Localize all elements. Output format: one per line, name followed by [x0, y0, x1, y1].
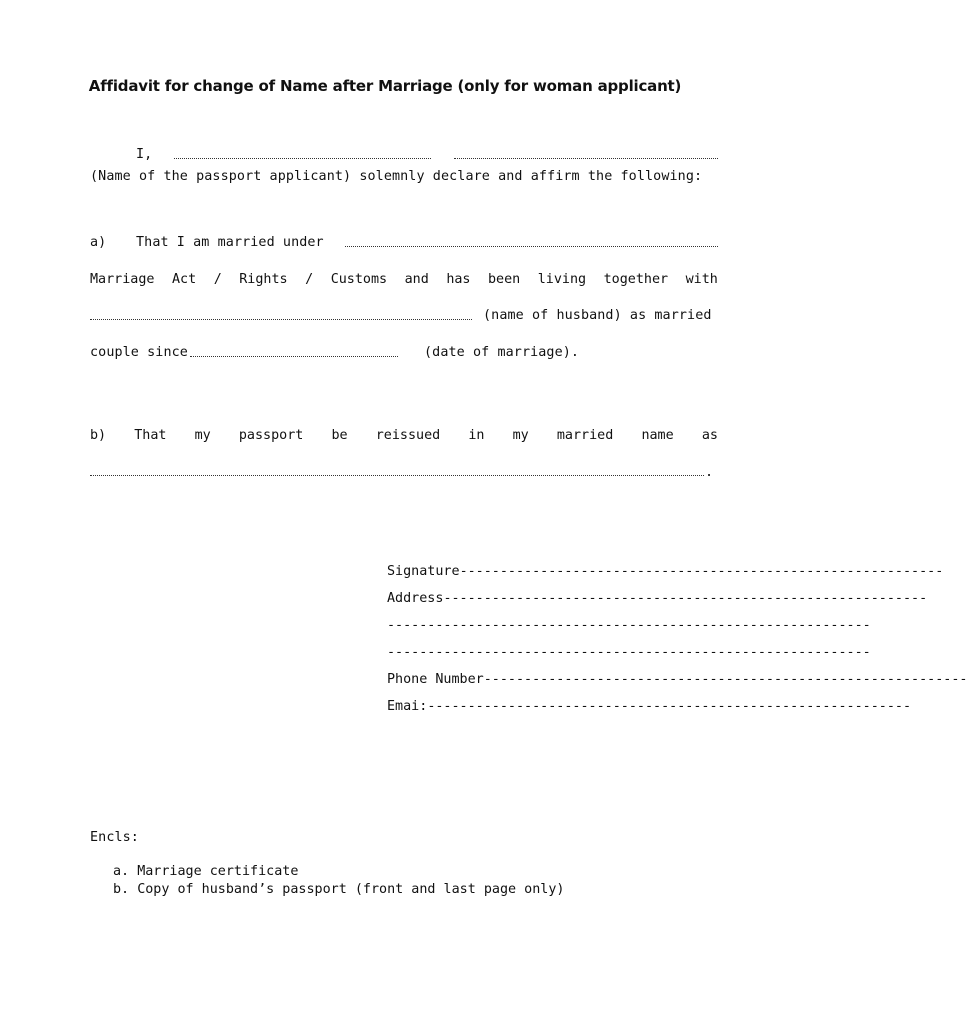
clause-b-word: passport [238, 428, 304, 443]
clause-b-word: my [194, 428, 211, 443]
list-item [113, 864, 564, 882]
clause-a-word: / [213, 272, 222, 287]
clause-b-word: my [512, 428, 529, 443]
email-row [387, 693, 912, 720]
clause-b-word: married [556, 428, 614, 443]
clause-a-word: living [537, 272, 587, 287]
clause-a-word: together [603, 272, 669, 287]
phone-blank: ------------------------------------------------------------ [483, 672, 967, 687]
phone-row [387, 666, 967, 693]
signature-block [387, 558, 967, 720]
clause-b-word: name [641, 428, 674, 443]
clause-a-word: been [488, 272, 521, 287]
enclosures-heading: Encls: [90, 830, 139, 845]
intro-declaration: (Name of the passport applicant) solemnly declare and affirm the following: [90, 169, 703, 184]
email-blank: ------------------------------------------------------------ [427, 699, 912, 714]
list-item [113, 882, 564, 900]
email-label: Emai: [387, 699, 428, 714]
clause-b-word: be [331, 428, 348, 443]
clause-a-word: Rights [239, 272, 288, 287]
clause-a-line2 [90, 272, 718, 287]
signature-row [387, 558, 944, 585]
address-blank: ------------------------------------------------------------ [387, 618, 871, 633]
applicant-last-name-blank [454, 158, 718, 159]
clause-a-line3-text: (name of husband) as married [483, 308, 712, 323]
address-blank: ------------------------------------------------------------ [387, 645, 871, 660]
marriage-date-blank [190, 356, 398, 357]
signature-label: Signature [387, 564, 460, 579]
list-marker: b. [113, 882, 130, 897]
clause-b-word: reissued [375, 428, 441, 443]
clause-a-word: Marriage [90, 272, 155, 287]
clause-a-word: and [404, 272, 429, 287]
marriage-act-blank [345, 246, 718, 247]
address-label: Address [387, 591, 444, 606]
address-row-2 [387, 612, 871, 639]
clause-a-line4-prefix: couple since [90, 345, 188, 360]
clause-a-word: Act [172, 272, 197, 287]
husband-name-blank [90, 319, 472, 320]
enclosures-list [113, 864, 564, 900]
clause-a-word: Customs [330, 272, 388, 287]
clause-a-word: / [305, 272, 314, 287]
signature-blank: ------------------------------------------------------------ [459, 564, 944, 579]
clause-b-line1 [90, 428, 718, 443]
list-marker: a. [113, 864, 130, 879]
intro-prefix: I, [136, 147, 153, 162]
clause-a-line4-suffix: (date of marriage). [424, 345, 580, 360]
clause-a-word: has [446, 272, 471, 287]
clause-b-end-period: . [705, 465, 714, 480]
address-row-3 [387, 639, 871, 666]
clause-a-line1-text: That I am married under [136, 235, 324, 250]
applicant-first-name-blank [174, 158, 431, 159]
clause-b-marker: b) [90, 428, 107, 443]
list-item-text: Marriage certificate [137, 864, 299, 879]
clause-a-word: with [685, 272, 718, 287]
list-item-text: Copy of husband’s passport (front and last page only) [137, 882, 565, 897]
address-row [387, 585, 928, 612]
document-title: Affidavit for change of Name after Marriage (only for woman applicant) [88, 77, 682, 95]
clause-b-word: in [468, 428, 485, 443]
clause-b-word: That [134, 428, 167, 443]
phone-label: Phone Number [387, 672, 484, 687]
address-blank: ------------------------------------------------------------ [443, 591, 928, 606]
clause-b-word: as [701, 428, 718, 443]
clause-a-marker: a) [90, 235, 107, 250]
married-name-blank [90, 475, 704, 476]
